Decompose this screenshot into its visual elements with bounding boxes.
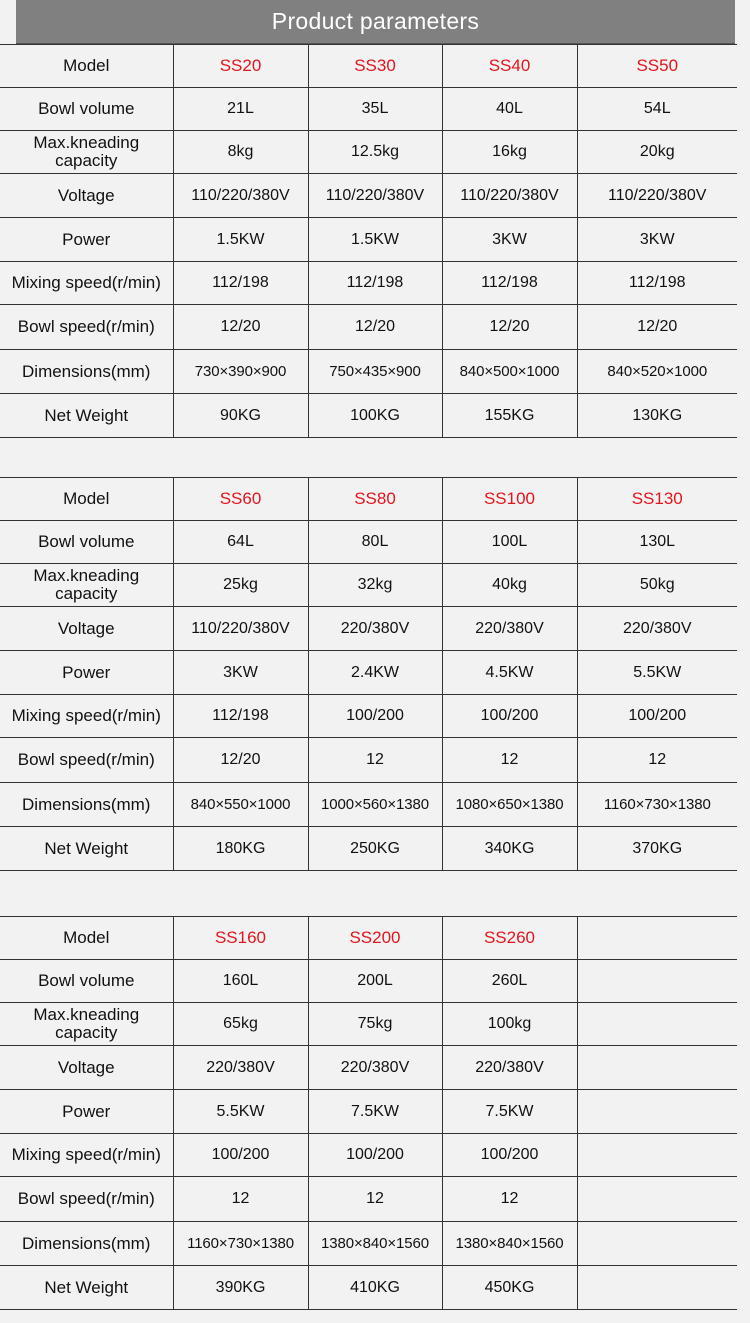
spec-value-cell: 100L [442,521,577,564]
spec-value-cell: 64L [173,521,308,564]
spec-value-cell: 100KG [308,394,442,438]
model-name-cell: SS80 [308,478,442,521]
spec-value-cell: 12/20 [308,305,442,350]
spec-value-cell: 450KG [442,1266,577,1310]
spec-value-cell: 80L [308,521,442,564]
spec-value-cell [577,1266,737,1310]
spec-value-cell: 100/200 [442,1134,577,1177]
spec-value-cell: 220/380V [442,1046,577,1090]
row-voltage [0,607,737,651]
spec-value-cell: 5.5KW [577,651,737,695]
spec-value-cell: 3KW [577,218,737,262]
spec-value-cell: 840×520×1000 [577,350,737,394]
spec-value-cell: 1.5KW [308,218,442,262]
row-label-power: Power [0,651,173,695]
spec-value-cell: 110/220/380V [173,174,308,218]
spec-table-1 [0,44,737,438]
spec-value-cell: 1380×840×1560 [308,1222,442,1266]
row-dimensions [0,350,737,394]
page-title: Product parameters [271,8,480,34]
spec-value-cell: 100kg [442,1003,577,1046]
row-label-model: Model [0,478,173,521]
row-mixing-speed [0,1134,737,1177]
row-label-mixing-speed: Mixing speed(r/min) [0,695,173,738]
spec-value-cell: 100/200 [577,695,737,738]
spec-value-cell: 112/198 [173,695,308,738]
row-label-net-weight: Net Weight [0,394,173,438]
row-bowl-volume [0,521,737,564]
row-mixing-speed [0,262,737,305]
spec-value-cell: 35L [308,88,442,131]
row-label-net-weight: Net Weight [0,827,173,871]
model-name-cell: SS200 [308,917,442,960]
spec-value-cell: 840×550×1000 [173,783,308,827]
row-label-bowl-speed: Bowl speed(r/min) [0,738,173,783]
row-label-mixing-speed: Mixing speed(r/min) [0,1134,173,1177]
model-name-cell: SS160 [173,917,308,960]
row-power [0,651,737,695]
model-name-cell: SS50 [577,45,737,88]
row-label-model: Model [0,917,173,960]
spec-value-cell: 370KG [577,827,737,871]
row-net-weight [0,827,737,871]
spec-value-cell: 155KG [442,394,577,438]
row-bowl-speed [0,738,737,783]
row-label-voltage: Voltage [0,607,173,651]
spec-value-cell: 110/220/380V [173,607,308,651]
spec-value-cell: 3KW [173,651,308,695]
spec-value-cell: 220/380V [173,1046,308,1090]
row-power [0,1090,737,1134]
spec-value-cell: 12 [577,738,737,783]
row-label-mixing-speed: Mixing speed(r/min) [0,262,173,305]
model-name-cell: SS60 [173,478,308,521]
spec-value-cell [577,1134,737,1177]
model-name-cell: SS20 [173,45,308,88]
row-max-kneading-capacity [0,564,737,607]
row-net-weight [0,1266,737,1310]
row-label-dimensions: Dimensions(mm) [0,350,173,394]
row-dimensions [0,1222,737,1266]
row-mixing-speed [0,695,737,738]
spec-value-cell: 21L [173,88,308,131]
row-label-voltage: Voltage [0,1046,173,1090]
spec-value-cell: 12/20 [442,305,577,350]
row-label-power: Power [0,218,173,262]
model-name-cell: SS40 [442,45,577,88]
spec-value-cell: 2.4KW [308,651,442,695]
spec-value-cell: 160L [173,960,308,1003]
spec-value-cell: 12 [308,738,442,783]
row-dimensions [0,783,737,827]
row-model [0,917,737,960]
spec-value-cell: 12.5kg [308,131,442,174]
spec-value-cell: 1080×650×1380 [442,783,577,827]
row-bowl-speed [0,1177,737,1222]
row-label-power: Power [0,1090,173,1134]
spec-value-cell: 1000×560×1380 [308,783,442,827]
row-power [0,218,737,262]
spec-value-cell: 1160×730×1380 [577,783,737,827]
spec-value-cell: 90KG [173,394,308,438]
row-voltage [0,1046,737,1090]
spec-value-cell: 730×390×900 [173,350,308,394]
row-max-kneading-capacity [0,1003,737,1046]
row-bowl-volume [0,960,737,1003]
spec-value-cell: 12 [308,1177,442,1222]
model-name-cell [577,917,737,960]
row-label-bowl-volume: Bowl volume [0,88,173,131]
spec-value-cell [577,1177,737,1222]
row-label-bowl-volume: Bowl volume [0,960,173,1003]
spec-value-cell: 12 [442,1177,577,1222]
row-max-kneading-capacity [0,131,737,174]
spec-table-2 [0,477,737,871]
spec-value-cell: 840×500×1000 [442,350,577,394]
spec-value-cell: 100/200 [173,1134,308,1177]
spec-value-cell: 3KW [442,218,577,262]
spec-value-cell: 20kg [577,131,737,174]
spec-value-cell [577,1046,737,1090]
spec-value-cell: 220/380V [577,607,737,651]
spec-value-cell: 40L [442,88,577,131]
spec-value-cell: 110/220/380V [442,174,577,218]
spec-value-cell: 340KG [442,827,577,871]
spec-value-cell [577,960,737,1003]
row-label-max-kneading-capacity: Max.kneading capacity [0,564,173,607]
spec-value-cell: 1380×840×1560 [442,1222,577,1266]
spec-value-cell: 25kg [173,564,308,607]
spec-value-cell: 260L [442,960,577,1003]
spec-value-cell: 1.5KW [173,218,308,262]
spec-value-cell: 130L [577,521,737,564]
spec-value-cell: 40kg [442,564,577,607]
row-bowl-volume [0,88,737,131]
spec-value-cell: 410KG [308,1266,442,1310]
spec-value-cell [577,1090,737,1134]
spec-value-cell: 112/198 [173,262,308,305]
row-label-model: Model [0,45,173,88]
row-label-max-kneading-capacity: Max.kneading capacity [0,131,173,174]
spec-value-cell: 12/20 [173,305,308,350]
row-model [0,478,737,521]
spec-value-cell: 8kg [173,131,308,174]
spec-value-cell: 750×435×900 [308,350,442,394]
spec-value-cell: 7.5KW [442,1090,577,1134]
spec-value-cell: 390KG [173,1266,308,1310]
row-label-dimensions: Dimensions(mm) [0,783,173,827]
row-net-weight [0,394,737,438]
row-bowl-speed [0,305,737,350]
model-name-cell: SS260 [442,917,577,960]
spec-value-cell: 1160×730×1380 [173,1222,308,1266]
spec-value-cell: 12/20 [173,738,308,783]
spec-value-cell: 250KG [308,827,442,871]
spec-value-cell: 54L [577,88,737,131]
row-voltage [0,174,737,218]
row-label-voltage: Voltage [0,174,173,218]
spec-value-cell: 50kg [577,564,737,607]
spec-value-cell: 12/20 [577,305,737,350]
spec-value-cell: 130KG [577,394,737,438]
spec-value-cell: 112/198 [308,262,442,305]
spec-value-cell: 110/220/380V [308,174,442,218]
spec-table-3 [0,916,737,1310]
row-label-dimensions: Dimensions(mm) [0,1222,173,1266]
spec-value-cell: 220/380V [308,1046,442,1090]
row-label-max-kneading-capacity: Max.kneading capacity [0,1003,173,1046]
spec-value-cell: 12 [173,1177,308,1222]
spec-value-cell: 12 [442,738,577,783]
spec-value-cell: 75kg [308,1003,442,1046]
spec-value-cell: 110/220/380V [577,174,737,218]
spec-value-cell: 112/198 [577,262,737,305]
spec-value-cell: 5.5KW [173,1090,308,1134]
spec-value-cell [577,1003,737,1046]
row-label-bowl-speed: Bowl speed(r/min) [0,305,173,350]
spec-value-cell: 220/380V [308,607,442,651]
spec-value-cell: 7.5KW [308,1090,442,1134]
spec-value-cell: 65kg [173,1003,308,1046]
spec-value-cell: 112/198 [442,262,577,305]
model-name-cell: SS100 [442,478,577,521]
model-name-cell: SS130 [577,478,737,521]
spec-value-cell: 200L [308,960,442,1003]
spec-value-cell: 16kg [442,131,577,174]
row-label-net-weight: Net Weight [0,1266,173,1310]
spec-value-cell: 32kg [308,564,442,607]
spec-value-cell: 220/380V [442,607,577,651]
spec-value-cell: 180KG [173,827,308,871]
spec-value-cell: 100/200 [442,695,577,738]
row-label-bowl-speed: Bowl speed(r/min) [0,1177,173,1222]
row-label-bowl-volume: Bowl volume [0,521,173,564]
page-title-banner [16,0,735,43]
row-model [0,45,737,88]
spec-value-cell [577,1222,737,1266]
spec-value-cell: 4.5KW [442,651,577,695]
spec-value-cell: 100/200 [308,1134,442,1177]
model-name-cell: SS30 [308,45,442,88]
spec-value-cell: 100/200 [308,695,442,738]
